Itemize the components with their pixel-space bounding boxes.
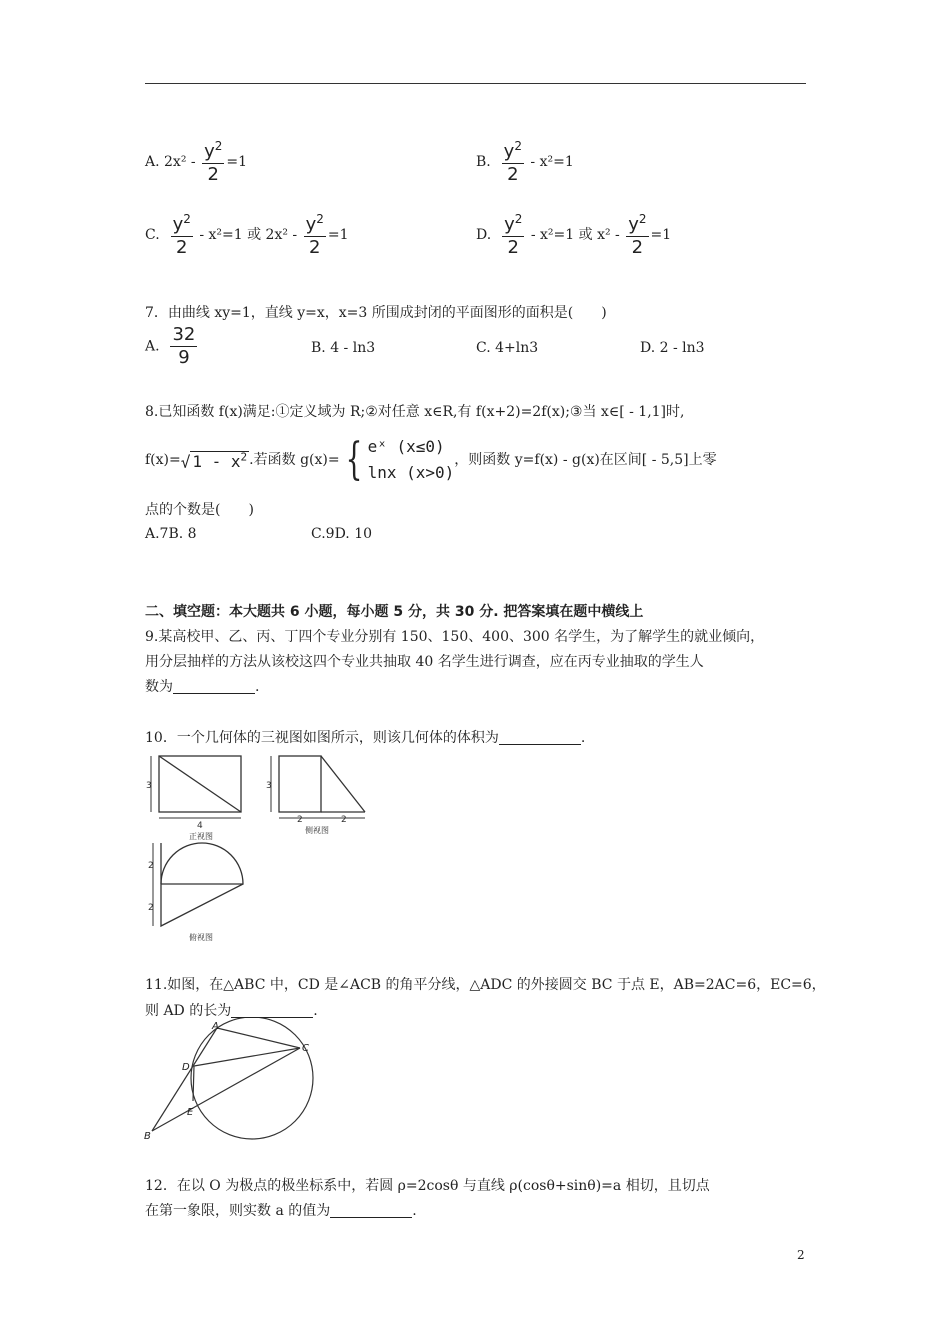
dim-label: 2 [148, 861, 154, 871]
dim-label: 2 [297, 815, 303, 825]
dim-label: 3 [266, 781, 272, 791]
q6-option-a: A. 2x² - $\frac{y^2}{2}$ =1 [145, 139, 248, 185]
q8-options-cd: C.9D. 10 [311, 526, 373, 542]
q9-line1: 9.某高校甲、乙、丙、丁四个专业分别有 150、150、400、300 名学生，为了解学生的就业倾向， [145, 629, 765, 645]
q9-line2: 用分层抽样的方法从该校这四个专业共抽取 40 名学生进行调查，应在丙专业抽取的学生人 [145, 654, 704, 670]
section-heading: 二、填空题：本大题共 6 小题，每小题 5 分，共 30 分. 把答案填在题中横线上 [145, 604, 644, 620]
page-number: 2 [797, 1248, 805, 1262]
top-view-label: 俯视图 [189, 933, 213, 942]
answer-blank[interactable] [173, 679, 255, 694]
point-e-label: E [187, 1107, 194, 1118]
fraction: $\frac{32}{9}$ [172, 324, 196, 368]
q7-option-b: B. 4 - ln3 [311, 340, 376, 356]
q8-line2: f(x)=√ $1 - x^2$ .若函数 g(x)= { eˣ (x≤0) lnx (x>0) ，则函数 y=f(x) - g(x)在区间[ - 5,5]上零 [145, 434, 717, 485]
q8-line1: 8.已知函数 f(x)满足:①定义域为 R;②对任意 x∈R,有 f(x+2)=2f(x);③当 x∈[ - 1,1]时, [145, 404, 685, 420]
q8-options-ab: A.7B. 8 [145, 526, 197, 542]
q7-option-c: C. 4+ln3 [476, 340, 539, 356]
dim-label: 4 [197, 821, 203, 831]
side-view [271, 756, 365, 818]
q12-line1: 12．在以 O 为极点的极坐标系中，若圆 ρ=2cosθ 与直线 ρ(cosθ+sinθ)=a 相切，且切点 [145, 1178, 710, 1194]
fraction: $\frac{y^2}{2}$ [504, 212, 523, 258]
fraction: $\frac{y^2}{2}$ [628, 212, 647, 258]
q6-option-c: C. $\frac{y^2}{2}$ - x²=1 或 2x² - $\frac{y^2}{2}$ =1 [145, 212, 349, 258]
geometry-lines [152, 1018, 313, 1139]
answer-blank[interactable] [330, 1203, 412, 1218]
dim-label: 3 [146, 781, 152, 791]
point-a-label: A [212, 1021, 219, 1032]
fraction: $\frac{y^2}{2}$ [305, 212, 324, 258]
dim-label: 2 [341, 815, 347, 825]
piecewise-brace: { [345, 434, 362, 485]
sqrt-expression: √ $1 - x^2$ [180, 450, 248, 472]
q8-line3: 点的个数是( ) [145, 502, 254, 518]
q11-line1: 11.如图，在△ABC 中，CD 是∠ACB 的角平分线，△ADC 的外接圆交 BC 于点 E，AB=2AC=6，EC=6， [145, 977, 826, 993]
answer-blank[interactable] [499, 730, 581, 745]
front-view [151, 756, 241, 818]
q9-line3: 数为 . [145, 679, 260, 695]
point-c-label: C [302, 1043, 309, 1054]
point-d-label: D [182, 1062, 190, 1073]
piecewise-cases: eˣ (x≤0) lnx (x>0) [367, 437, 455, 482]
point-b-label: B [144, 1131, 151, 1142]
side-view-label: 侧视图 [305, 826, 329, 835]
front-view-label: 正视图 [189, 832, 213, 841]
triangle-circle-figure [142, 1018, 322, 1148]
header-rule [145, 83, 806, 84]
fraction: $\frac{y^2}{2}$ [204, 139, 223, 185]
q6-option-b: B. $\frac{y^2}{2}$ - x²=1 [476, 139, 574, 185]
q7-option-d: D. 2 - ln3 [640, 340, 705, 356]
q11-line2: 则 AD 的长为 . [145, 1003, 318, 1019]
q7-stem: 7．由曲线 xy=1，直线 y=x，x=3 所围成封闭的平面图形的面积是( ) [145, 305, 607, 321]
top-view [153, 843, 243, 926]
answer-blank[interactable] [231, 1003, 313, 1018]
fraction: $\frac{y^2}{2}$ [503, 139, 522, 185]
dim-label: 2 [148, 903, 154, 913]
q10-stem: 10．一个几何体的三视图如图所示，则该几何体的体积为 . [145, 730, 586, 746]
three-view-figure [145, 750, 375, 945]
fraction: $\frac{y^2}{2}$ [172, 212, 191, 258]
q7-option-a: A. $\frac{32}{9}$ [145, 324, 196, 368]
q12-line2: 在第一象限，则实数 a 的值为 . [145, 1203, 417, 1219]
q6-option-d: D. $\frac{y^2}{2}$ - x²=1 或 x² - $\frac{y^2}{2}$ =1 [476, 212, 672, 258]
